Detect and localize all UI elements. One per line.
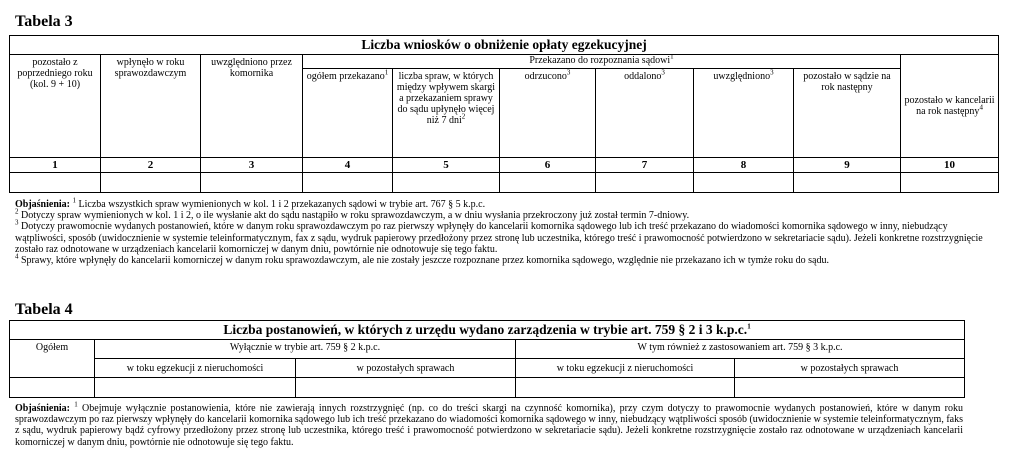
t3-note-4: $^4$ Sprawy, które wpłynęły do kancelarii komorniczej w danym roku sprawozdawczym, ale nie zostały jeszcze rozpoznane przez komornika sądowego, względnie nie przekazano ich w tymże roku do sądu. <box>15 252 829 267</box>
t3-note-1: Objaśnienia: $^1$ Liczba wszystkich spraw wymienionych w kol. 1 i 2 przekazanych sądowi w trybie art. 767 § 5 k.p.c. <box>15 196 486 210</box>
t3-cell-5[interactable] <box>393 173 500 193</box>
t3-cell-7[interactable] <box>596 173 694 193</box>
t3-colnum-6: 6 <box>500 158 596 173</box>
t3-colnum-1: 1 <box>10 158 101 173</box>
t4-cell-3[interactable] <box>296 378 516 398</box>
t3-header-col9: pozostało w sądzie na rok następny <box>794 69 901 158</box>
t4-header-group2: W tym również z zastosowaniem art. 759 § 3 k.p.c. <box>516 340 965 359</box>
t3-cell-9[interactable] <box>794 173 901 193</box>
t3-header-group: Przekazano do rozpoznania sądowi$^1$ <box>303 55 901 69</box>
t3-note-2: $^2$ Dotyczy spraw wymienionych w kol. 1 i 2, o ile wysłanie akt do sądu nastąpiło w roku sprawozdawczym, a w dniu wysłania przekroczony już został termin 7-dniowy. <box>15 207 690 222</box>
t4-header-total: Ogółem <box>10 340 95 378</box>
t3-cell-4[interactable] <box>303 173 393 193</box>
t3-cell-2[interactable] <box>101 173 201 193</box>
t4-cell-5[interactable] <box>735 378 965 398</box>
t4-header-sub1: w toku egzekucji z nieruchomości <box>95 359 296 378</box>
t3-header-col2: wpłynęło w roku sprawozdawczym <box>101 55 201 158</box>
t3-colnum-9: 9 <box>794 158 901 173</box>
t3-note-3: $^3$ Dotyczy prawomocnie wydanych postanowień, które w danym roku sprawozdawczym po raz pierwszy wpłynęły do kancelarii komornika sądowego lub ich treść przekazano do wiadomości komornika sądowego w inny, niebudzący wątpliwości, sposób (uwidocznienie w systemie teleinformatycznym, fax z sądu, wydruk papierowy przedłożony przez stronę lub uczestnika, którego treść i prawomocność potwierdzono w sekretariacie sądu). Jeżeli konkretne rozstrzygnięcie zostało raz odnotowane w urządzeniach kancelarii komorniczej w danym dniu, powtórnie nie odnotowuje się tego faktu. <box>15 219 983 255</box>
t4-note: Objaśnienia: $^1$ Obejmuje wyłącznie postanowienia, które nie zawierają innych rozstrzygnięć (np. co do treści skargi na czynność komornika), przy czym dotyczy to prawomocnie wydanych postanowień, które w danym roku sprawozdawczym po raz pierwszy wpłynęły do kancelarii komornika sądowego lub ich treść przekazano do wiadomości komornika sądowego w inny, niebudzący wątpliwości sposób (uwidocznienie w systemie teleinformatycznym, faks z sądu, wydruk papierowy bądź cyfrowy przedłożony przez stronę lub uczestnika, którego treść i prawomocność potwierdzono w sekretariacie sądu). Jeżeli konkretne rozstrzygnięcie zostało raz odnotowane w urządzeniach kancelarii komorniczej w danym dniu, powtórnie nie odnotowuje się tego faktu. <box>15 400 963 448</box>
t3-colnum-10: 10 <box>901 158 999 173</box>
t3-header-col3: uwzględniono przez komornika <box>201 55 303 158</box>
tabela3-table <box>9 35 999 193</box>
t3-header-col7: oddalono$^3$ <box>596 69 694 158</box>
t4-cell-2[interactable] <box>95 378 296 398</box>
t3-header-col1: pozostało z poprzedniego roku (kol. 9 + 10) <box>10 55 101 158</box>
t3-header-col5: liczba spraw, w których między wpływem skargi a przekazaniem sprawy do sądu upłynęło więcej niż 7 dni$^2$ <box>393 69 500 158</box>
t3-cell-8[interactable] <box>694 173 794 193</box>
t3-number-row <box>10 158 999 173</box>
tabela4-table <box>9 320 965 398</box>
t3-colnum-2: 2 <box>101 158 201 173</box>
t4-header-sub3: w toku egzekucji z nieruchomości <box>516 359 735 378</box>
t4-data-row <box>10 378 965 398</box>
tabela4-heading: Tabela 4 <box>15 301 73 318</box>
t3-header-col6: odrzucono$^3$ <box>500 69 596 158</box>
t4-cell-1[interactable] <box>10 378 95 398</box>
tabela3-notes <box>15 196 995 267</box>
t3-cell-3[interactable] <box>201 173 303 193</box>
t4-cell-4[interactable] <box>516 378 735 398</box>
tabela4-title: Liczba postanowień, w których z urzędu wydano zarządzenia w trybie art. 759 § 2 i 3 k.p.c.$^1$ <box>10 321 965 340</box>
t4-header-sub4: w pozostałych sprawach <box>735 359 965 378</box>
t4-header-sub2: w pozostałych sprawach <box>296 359 516 378</box>
t3-cell-6[interactable] <box>500 173 596 193</box>
t3-header-col8: uwzględniono$^3$ <box>694 69 794 158</box>
t3-header-col10: pozostało w kancelarii na rok następny$^4$ <box>901 55 999 158</box>
t3-colnum-7: 7 <box>596 158 694 173</box>
t3-cell-10[interactable] <box>901 173 999 193</box>
tabela3-heading: Tabela 3 <box>15 13 73 30</box>
tabela4-notes <box>15 400 963 448</box>
t4-header-group1: Wyłącznie w trybie art. 759 § 2 k.p.c. <box>95 340 516 359</box>
tabela3-title: Liczba wniosków o obniżenie opłaty egzekucyjnej <box>10 36 999 55</box>
t3-colnum-5: 5 <box>393 158 500 173</box>
t3-data-row <box>10 173 999 193</box>
t3-cell-1[interactable] <box>10 173 101 193</box>
t3-colnum-4: 4 <box>303 158 393 173</box>
t3-colnum-3: 3 <box>201 158 303 173</box>
t3-header-col4: ogółem przekazano$^1$ <box>303 69 393 158</box>
t3-colnum-8: 8 <box>694 158 794 173</box>
